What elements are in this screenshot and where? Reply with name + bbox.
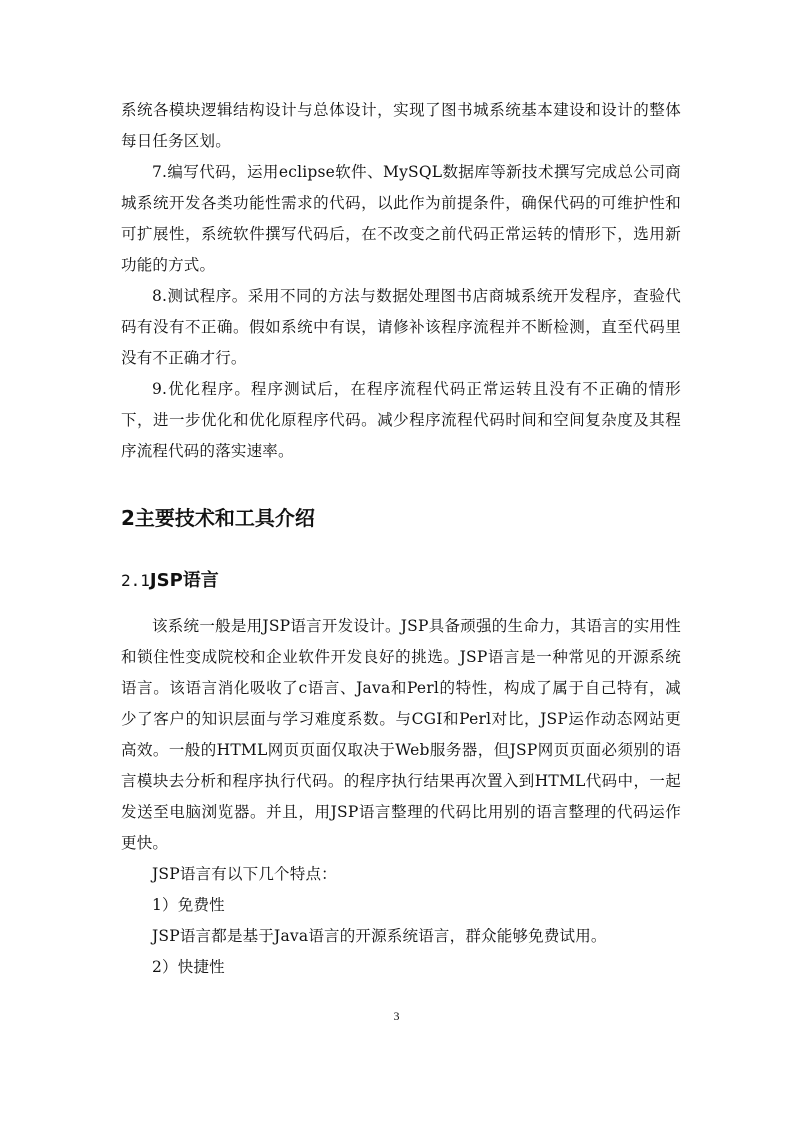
paragraph-step-9: 9.优化程序。程序测试后，在程序流程代码正常运转且没有不正确的情形下，进一步优化和优化原程序代码。减少程序流程代码时间和空间复杂度及其程序流程代码的落实速率。 [121, 380, 681, 460]
paragraph-step-7: 7.编写代码，运用eclipse软件、MySQL数据库等新技术撰写完成总公司商城系统开发各类功能性需求的代码，以此作为前提条件，确保代码的可维护性和可扩展性，系统软件撰写代码后，在不改变之前代码正常运转的情形下，选用新功能的方式。 [121, 163, 681, 274]
paragraph-jsp-intro: 该系统一般是用JSP语言开发设计。JSP具备顽强的生命力，其语言的实用性和锁住性变成院校和企业软件开发良好的挑选。JSP语言是一种常见的开源系统语言。该语言消化吸收了c语言、Java和Perl的特性，构成了属于自己特有，减少了客户的知识层面与学习难度系数。与CGI和Perl对比，JSP运作动态网站更高效。一般的HTML网页页面仅取决于Web服务器，但JSP网页页面必须别的语言模块去分析和程序执行代码。的程序执行结果再次置入到HTML代码中，一起发送至电脑浏览器。并且，用JSP语言整理的代码比用别的语言整理的代码运作更快。 [121, 617, 681, 852]
paragraph-step-8: 8.测试程序。采用不同的方法与数据处理图书店商城系统开发程序，查验代码有没有不正确。假如系统中有误，请修补该程序流程并不断检测，直至代码里没有不正确才行。 [121, 287, 681, 367]
page-number: 3 [393, 1009, 400, 1023]
paragraph-features-lead: JSP语言有以下几个特点： [152, 865, 337, 883]
subsection-title: JSP语言 [149, 570, 219, 591]
paragraph-continuation: 系统各模块逻辑结构设计与总体设计，实现了图书城系统基本建设和设计的整体每日任务区划。 [121, 101, 681, 150]
list-item-fast: 2）快捷性 [152, 958, 225, 976]
section-heading: 2主要技术和工具介绍 [121, 506, 315, 530]
list-item-free: 1）免费性 [152, 896, 225, 914]
subsection-heading [121, 567, 681, 595]
page-body [121, 95, 681, 983]
subsection-number: 2.1 [121, 571, 150, 590]
paragraph-free-desc: JSP语言都是基于Java语言的开源系统语言，群众能够免费试用。 [152, 927, 607, 945]
